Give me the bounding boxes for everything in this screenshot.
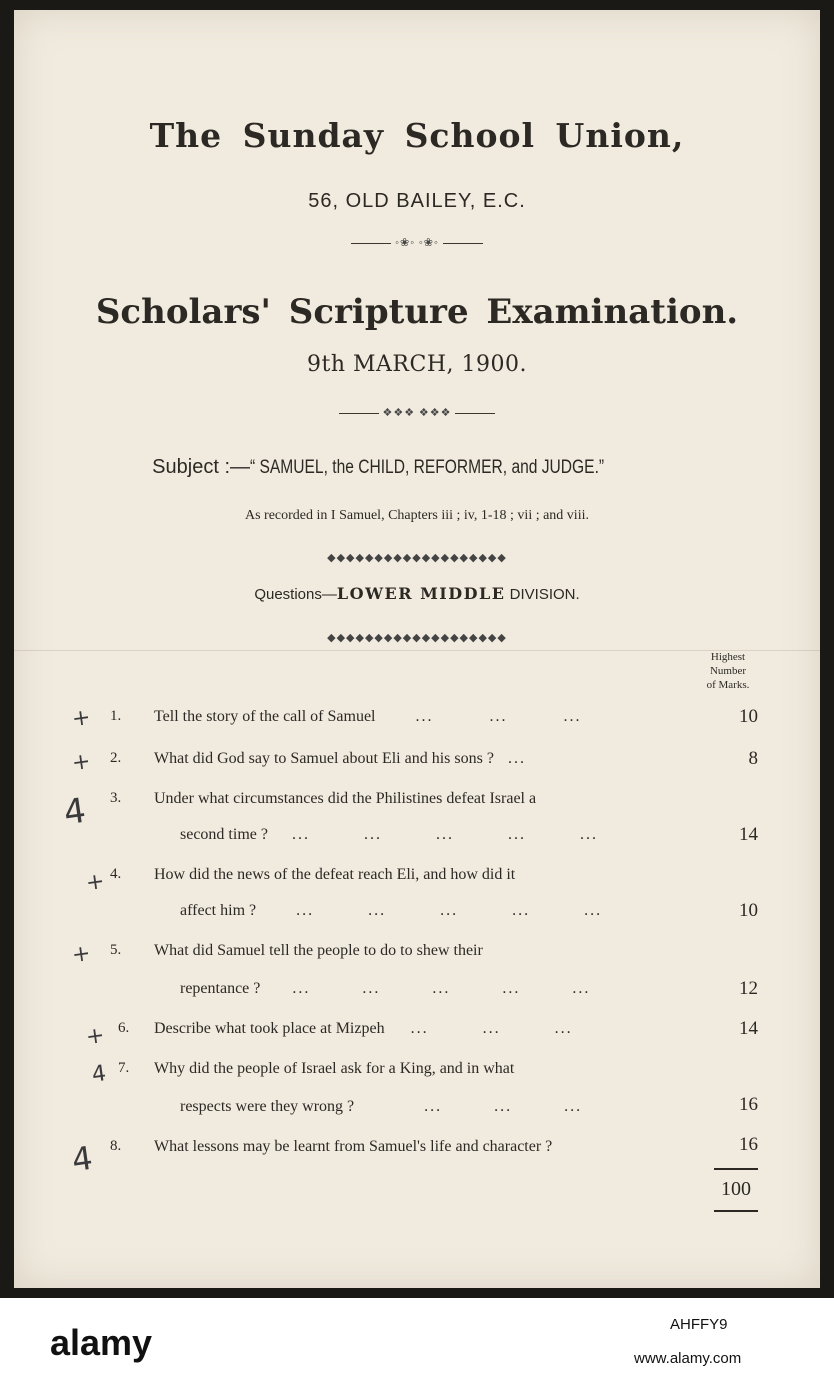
- question-marks: 10: [739, 900, 758, 921]
- division-name: LOWER MIDDLE: [336, 584, 506, 603]
- marks-heading-line: Highest: [710, 651, 746, 663]
- ornament-divider: ◆◆◆◆◆◆◆◆◆◆◆◆◆◆◆◆◆◆◆: [327, 632, 507, 644]
- question-text: What did God say to Samuel about Eli and his sons ? ...: [154, 750, 526, 767]
- handwritten-mark: 4: [61, 790, 89, 834]
- question-number: 5.: [110, 942, 122, 958]
- question-number: 3.: [110, 790, 122, 806]
- question-marks: 12: [739, 978, 758, 999]
- question-text: Describe what took place at Mizpeh ... ... ...: [154, 1020, 573, 1037]
- total-marks: 100: [721, 1178, 751, 1200]
- handwritten-mark: +: [84, 868, 107, 897]
- marks-heading: [690, 650, 766, 692]
- question-text: Under what circumstances did the Philistines defeat Israel a: [154, 790, 537, 807]
- question-text: How did the news of the defeat reach Eli, and how did it: [154, 866, 516, 883]
- total-rule-bottom: [714, 1210, 758, 1212]
- question-number: 1.: [110, 708, 122, 724]
- question-text: affect him ? ... ... ... ... ...: [180, 902, 603, 919]
- division-suffix: DIVISION.: [509, 586, 580, 603]
- question-number: 7.: [118, 1060, 130, 1076]
- question-number: 2.: [110, 750, 122, 766]
- question-text: What lessons may be learnt from Samuel's life and character ?: [154, 1138, 553, 1155]
- subject-line: [14, 456, 820, 479]
- question-marks: 10: [739, 706, 758, 727]
- exam-paper: [14, 10, 820, 1288]
- recorded-reference: As recorded in I Samuel, Chapters iii ; iv, 1-18 ; vii ; and viii.: [245, 508, 589, 523]
- handwritten-mark: 4: [90, 1061, 108, 1088]
- question-text: Tell the story of the call of Samuel ... ... ...: [154, 708, 582, 725]
- question-number: 4.: [110, 866, 122, 882]
- ornament-divider: ❖❖❖ ❖❖❖: [14, 406, 820, 419]
- ornament-divider: ◦❀◦ ◦❀◦: [14, 236, 820, 249]
- exam-title: Scholars' Scripture Examination.: [95, 292, 739, 332]
- question-marks: 16: [739, 1094, 758, 1115]
- handwritten-mark: +: [70, 940, 93, 969]
- question-marks: 16: [739, 1134, 758, 1155]
- union-address: 56, OLD BAILEY, E.C.: [308, 190, 526, 212]
- question-number: 8.: [110, 1138, 122, 1154]
- handwritten-mark: +: [84, 1022, 107, 1051]
- ornament-divider: ◆◆◆◆◆◆◆◆◆◆◆◆◆◆◆◆◆◆◆: [327, 552, 507, 564]
- handwritten-mark: 4: [69, 1138, 95, 1180]
- question-marks: 8: [748, 748, 758, 769]
- marks-heading-line: of Marks.: [706, 679, 750, 691]
- question-text: second time ? ... ... ... ... ...: [180, 826, 598, 843]
- question-number: 6.: [118, 1020, 130, 1036]
- questions-prefix: Questions—: [254, 586, 337, 603]
- exam-date: 9th MARCH, 1900.: [307, 352, 527, 377]
- question-text: What did Samuel tell the people to do to shew their: [154, 942, 483, 959]
- union-title: The Sunday School Union,: [149, 116, 685, 155]
- brand-logo: alamy: [50, 1322, 153, 1363]
- total-rule-top: [714, 1168, 758, 1170]
- subject-label: Subject :—: [152, 456, 250, 478]
- footer-url[interactable]: www.alamy.com: [634, 1350, 742, 1367]
- handwritten-mark: +: [70, 704, 93, 733]
- question-text: Why did the people of Israel ask for a King, and in what: [154, 1060, 515, 1077]
- image-id: AHFFY9: [670, 1316, 728, 1333]
- handwritten-mark: +: [70, 748, 93, 777]
- questions-heading: [14, 584, 820, 603]
- watermark-footer: [0, 1298, 834, 1390]
- marks-heading-line: Number: [709, 665, 747, 677]
- question-text: respects were they wrong ? ... ... ...: [180, 1098, 583, 1115]
- question-text: repentance ? ... ... ... ... ...: [180, 980, 591, 997]
- question-marks: 14: [739, 824, 758, 845]
- question-marks: 14: [739, 1018, 758, 1039]
- subject-text: “ SAMUEL, the CHILD, REFORMER, and JUDGE.”: [250, 457, 605, 478]
